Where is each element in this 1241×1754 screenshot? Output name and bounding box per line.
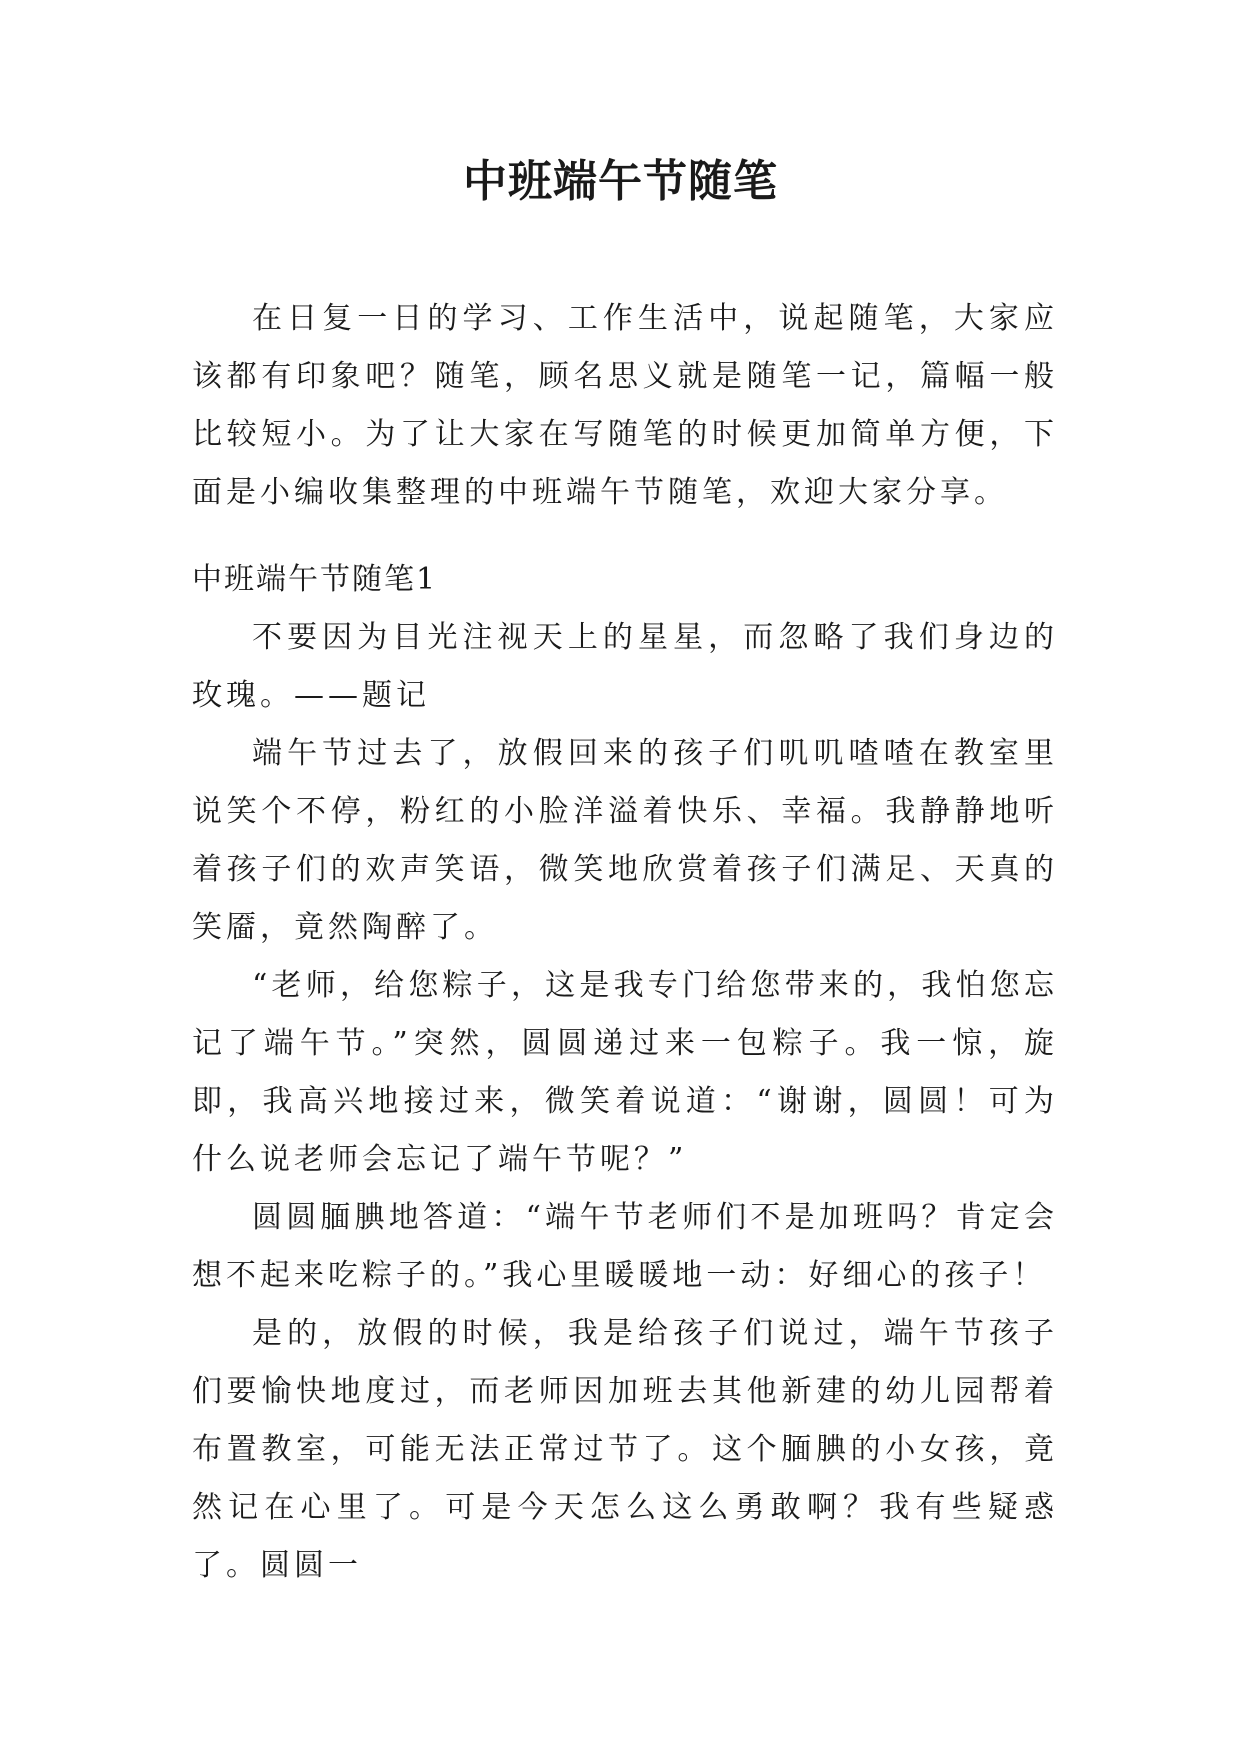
intro-paragraph: 在日复一日的学习、工作生活中，说起随笔，大家应该都有印象吧？随笔，顾名思义就是随笔一记，篇幅一般比较短小。为了让大家在写随笔的时候更加简单方便，下面是小编收集整理的中班端午节随笔，欢迎大家分享。	[192, 301, 1058, 510]
body-paragraph: 圆圆腼腆地答道：“端午节老师们不是加班吗？肯定会想不起来吃粽子的。”我心里暖暖地一动：好细心的孩子！	[192, 1200, 1058, 1293]
document-title: 中班端午节随笔	[463, 156, 778, 207]
body-paragraph: 不要因为目光注视天上的星星，而忽略了我们身边的玫瑰。——题记	[192, 620, 1058, 713]
document-body	[192, 290, 1058, 1595]
section-heading: 中班端午节随笔1	[192, 562, 438, 597]
body-paragraph: “老师，给您粽子，这是我专门给您带来的，我怕您忘记了端午节。”突然，圆圆递过来一包粽子。我一惊，旋即，我高兴地接过来，微笑着说道：“谢谢，圆圆！可为什么说老师会忘记了端午节呢？”	[192, 968, 1058, 1177]
body-paragraph: 是的，放假的时候，我是给孩子们说过，端午节孩子们要愉快地度过，而老师因加班去其他新建的幼儿园帮着布置教室，可能无法正常过节了。这个腼腆的小女孩，竟然记在心里了。可是今天怎么这么勇敢啊？我有些疑惑了。圆圆一	[192, 1316, 1058, 1583]
body-paragraph: 端午节过去了，放假回来的孩子们叽叽喳喳在教室里说笑个不停，粉红的小脸洋溢着快乐、幸福。我静静地听着孩子们的欢声笑语，微笑地欣赏着孩子们满足、天真的笑靥，竟然陶醉了。	[192, 736, 1058, 945]
